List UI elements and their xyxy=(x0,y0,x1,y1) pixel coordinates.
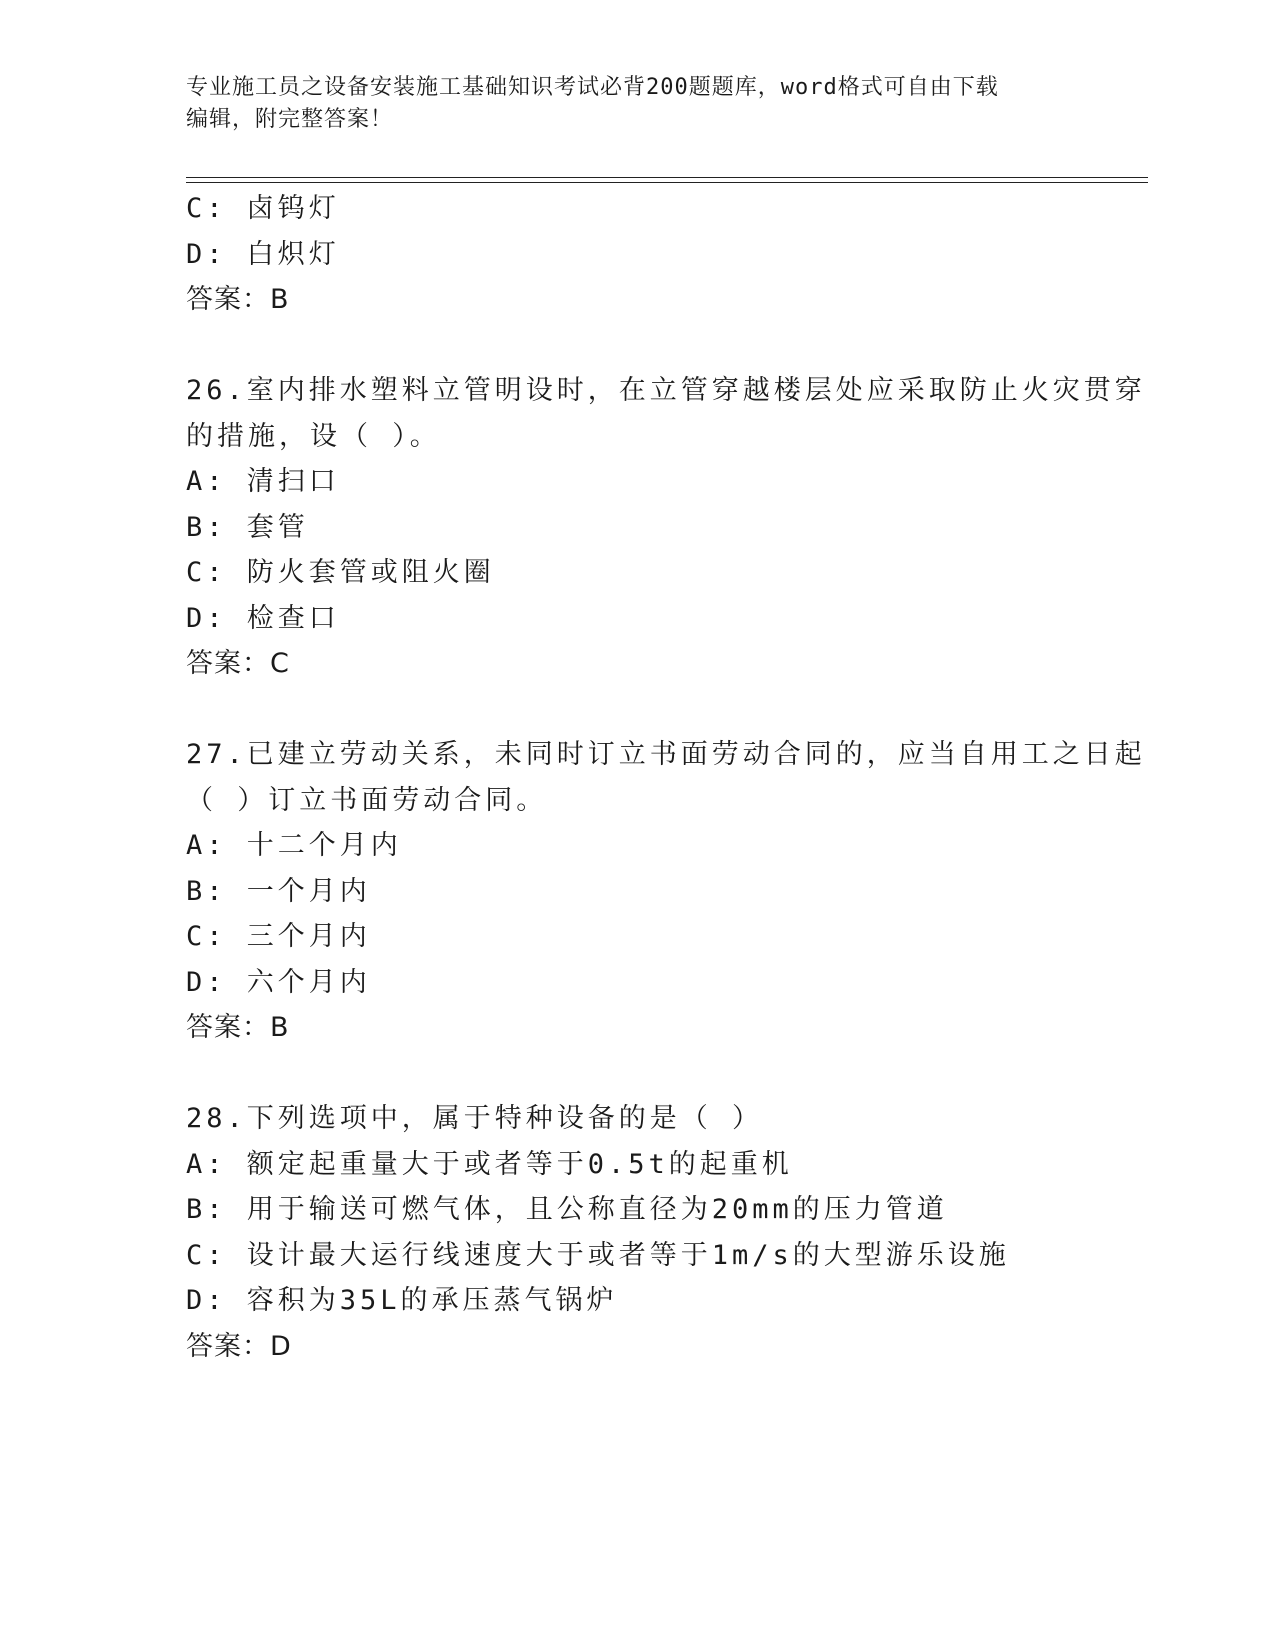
header-divider-top xyxy=(186,177,1148,178)
option-c: C: 三个月内 xyxy=(186,921,371,952)
question-stem-line-2: 的措施，设（ ）。 xyxy=(186,420,441,452)
option-d: D: 白炽灯 xyxy=(186,238,340,270)
spacer xyxy=(186,687,1086,733)
option-a: A: 十二个月内 xyxy=(186,830,402,861)
previous-question xyxy=(186,186,1086,323)
spacer xyxy=(186,323,1086,369)
option-a: A: 额定起重量大于或者等于0.5t的起重机 xyxy=(186,1148,793,1180)
option-c: C: 设计最大运行线速度大于或者等于1m/s的大型游乐设施 xyxy=(186,1239,1010,1271)
answer-line: 答案：B xyxy=(186,1012,290,1043)
question-26 xyxy=(186,368,1146,687)
spacer xyxy=(186,1051,1086,1097)
question-stem-line-1: 26.室内排水塑料立管明设时，在立管穿越楼层处应采取防止火灾贯穿 xyxy=(186,375,1146,406)
option-a: A: 清扫口 xyxy=(186,466,340,497)
option-c: C: 防火套管或阻火圈 xyxy=(186,557,495,588)
question-stem-line-1: 27.已建立劳动关系，未同时订立书面劳动合同的，应当自用工之日起 xyxy=(186,739,1146,770)
header-title-line-1: 专业施工员之设备安装施工基础知识考试必背200题题库，word格式可自由下载 xyxy=(186,75,999,100)
option-d: D: 六个月内 xyxy=(186,966,371,998)
question-27 xyxy=(186,732,1146,1051)
option-b: B: 用于输送可燃气体，且公称直径为20mm的压力管道 xyxy=(186,1194,948,1225)
answer-line: 答案：B xyxy=(186,284,290,315)
header-divider-bottom xyxy=(186,182,1148,183)
option-b: B: 一个月内 xyxy=(186,875,371,907)
document-header xyxy=(186,72,1066,136)
answer-line: 答案：D xyxy=(186,1330,292,1362)
question-stem-line-2: （ ）订立书面劳动合同。 xyxy=(186,784,548,816)
question-stem-line-1: 28.下列选项中，属于特种设备的是（ ） xyxy=(186,1103,764,1134)
question-28 xyxy=(186,1096,1086,1369)
answer-line: 答案：C xyxy=(186,648,290,679)
header-title-line-2: 编辑，附完整答案！ xyxy=(186,107,394,132)
option-b: B: 套管 xyxy=(186,511,309,543)
option-c: C: 卤钨灯 xyxy=(186,193,340,224)
question-list xyxy=(186,186,1146,1369)
option-d: D: 检查口 xyxy=(186,602,340,634)
option-d: D: 容积为35L的承压蒸气锅炉 xyxy=(186,1285,618,1316)
